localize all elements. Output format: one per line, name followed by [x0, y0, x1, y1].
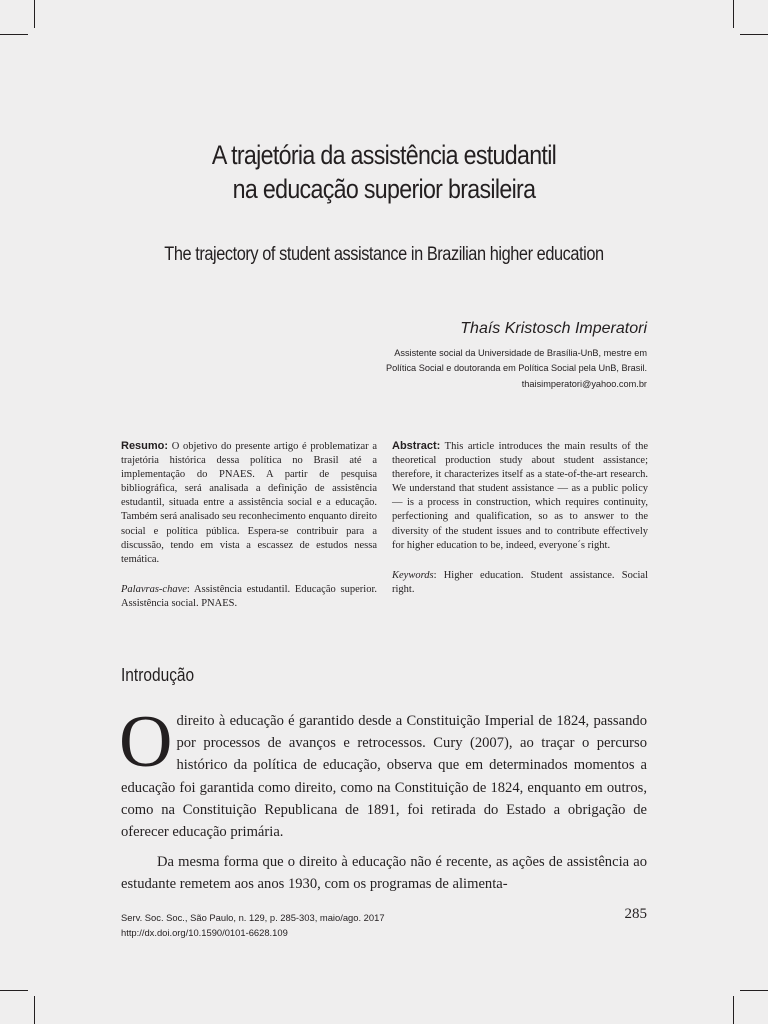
crop-mark	[740, 990, 768, 991]
abstract-text: This article introduces the main results of the theoretical production study about student assistance; therefore, it characterizes itself as a state-of-the-art research. We understand that student assistance — as a public policy — is a process in construction, which requires continuity, perfectioning and qualification, so as to answer to the diversity of the student issues and to contribute effectively for higher education to be, indeed, everyone´s right.	[392, 441, 648, 551]
drop-cap: O	[119, 701, 173, 783]
abstract-paragraph	[392, 439, 648, 553]
crop-mark	[740, 34, 768, 35]
crop-mark	[34, 996, 35, 1024]
article-subtitle: The trajectory of student assistance in Brazilian higher education	[164, 244, 604, 265]
resumo-text: O objetivo do presente artigo é problematizar a trajetória histórica dessa política no Brasil até a implementação do PNAES. A partir de pesquisa bibliográfica, será analisada a definição de assistência estudantil, situada entre a assistência social e a educação. Também será analisado seu reconhecimento enquanto direito social e política pública. Espera-se contribuir para a discussão, tendo em vista a escassez de estudos nessa temática.	[121, 441, 377, 565]
crop-mark	[0, 990, 28, 991]
crop-mark	[733, 0, 734, 28]
body-text	[119, 701, 647, 896]
body-paragraph-1	[119, 701, 647, 843]
abstract-label: Abstract:	[392, 440, 441, 452]
crop-mark	[733, 996, 734, 1024]
resumo-keywords-text: : Assistência estudantil. Educação superior. Assistência social. PNAES.	[121, 583, 377, 609]
affiliation-line-1: Assistente social da Universidade de Brasília-UnB, mestre em	[394, 348, 647, 358]
page-number: 285	[624, 906, 647, 922]
crop-mark	[34, 0, 35, 28]
paragraph-1-text: direito à educação é garantido desde a Constituição Imperial de 1824, passando por processos de avanços e retrocessos. Cury (2007), ao traçar o percurso histórico da política de educação, observa que em determinados momentos a educação foi garantida como direito, como na Constituição de 1824, enquanto em outros, como na Constituição Republicana de 1891, foi retirada do Estado a obrigação de oferecer educação primária.	[121, 713, 647, 841]
crop-mark	[0, 34, 28, 35]
affiliation-line-2: Política Social e doutoranda em Política Social pela UnB, Brasil.	[386, 363, 647, 373]
abstract-column	[392, 439, 648, 597]
resumo-column	[121, 439, 377, 611]
doi-link[interactable]: http://dx.doi.org/10.1590/0101-6628.109	[121, 927, 288, 938]
section-heading: Introdução	[121, 665, 195, 685]
title-line-1: A trajetória da assistência estudantil	[211, 140, 557, 170]
journal-citation: Serv. Soc. Soc., São Paulo, n. 129, p. 285-303, maio/ago. 2017	[121, 912, 385, 923]
article-title	[140, 138, 628, 206]
author-name: Thaís Kristosch Imperatori	[460, 320, 647, 337]
title-line-2: na educação superior brasileira	[232, 174, 536, 204]
abstract-keywords-label: Keywords	[392, 569, 434, 581]
resumo-keywords	[121, 583, 377, 611]
resumo-keywords-label: Palavras-chave	[121, 583, 187, 595]
body-paragraph-2: Da mesma forma que o direito à educação não é recente, as ações de assistência ao estudante remetem aos anos 1930, com os programas de alimenta-	[121, 854, 647, 893]
author-email[interactable]: thaisimperatori@yahoo.com.br	[521, 379, 647, 389]
page-footer	[121, 910, 385, 940]
resumo-label: Resumo:	[121, 440, 169, 452]
abstract-keywords-text: : Higher education. Student assistance. Social right.	[392, 569, 648, 595]
resumo-paragraph	[121, 439, 377, 567]
abstract-keywords	[392, 569, 648, 597]
